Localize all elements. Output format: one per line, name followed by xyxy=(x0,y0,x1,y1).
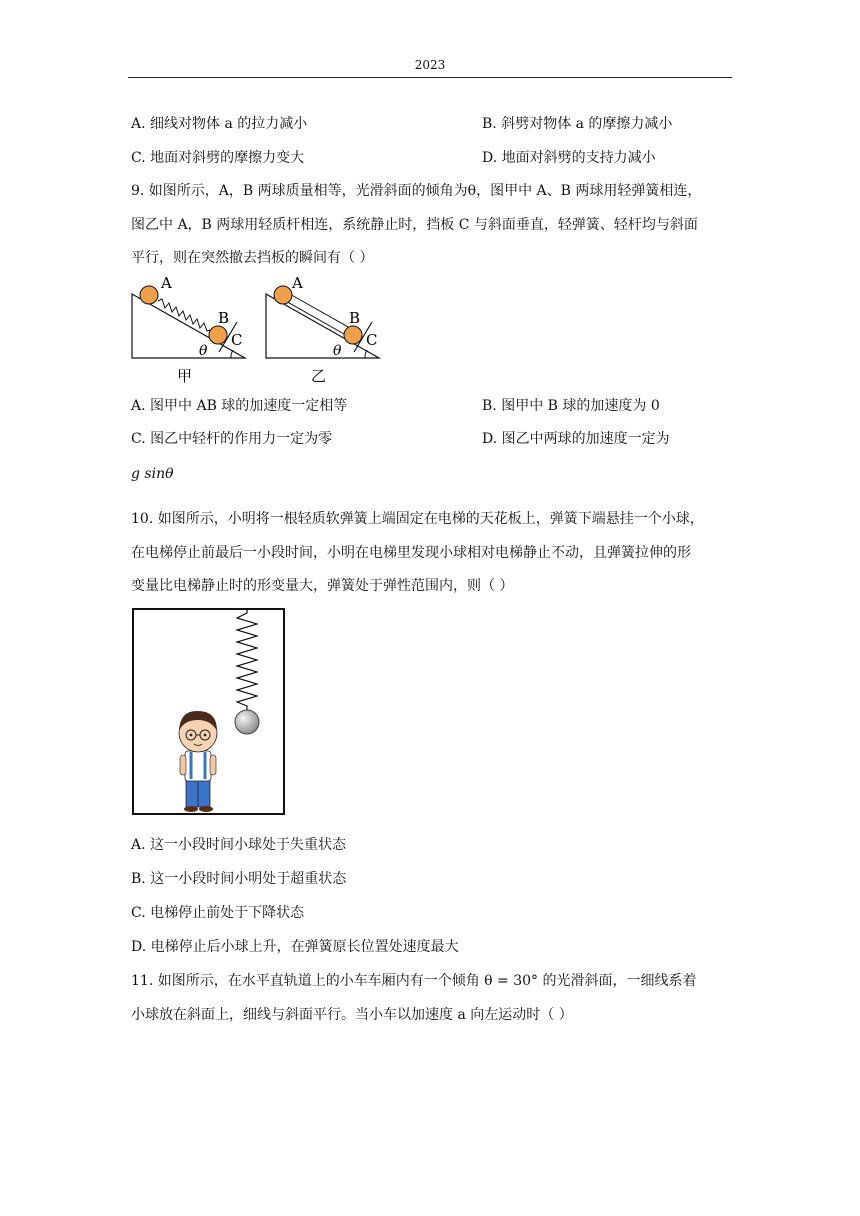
angle-arc-jia xyxy=(231,350,233,358)
ball-b-yi xyxy=(344,326,362,344)
q9-option-d-formula: g sinθ xyxy=(131,466,174,482)
q9-option-b: B. 图甲中 B 球的加速度为 0 xyxy=(482,398,660,414)
q9-stem-line1: 9. 如图所示，A，B 两球质量相等，光滑斜面的倾角为θ，图甲中 A、B 两球用轻弹簧相连， xyxy=(131,183,702,199)
label-c-jia: C xyxy=(231,331,243,349)
theta-jia: θ xyxy=(199,343,208,359)
angle-arc-yi xyxy=(365,350,367,358)
label-a-yi: A xyxy=(292,275,303,292)
q10-stem-line1: 10. 如图所示，小明将一根轻质软弹簧上端固定在电梯的天花板上，弹簧下端悬挂一个小球， xyxy=(131,511,704,527)
q8-option-b: B. 斜劈对物体 a 的摩擦力减小 xyxy=(482,116,673,132)
page-header-year: 2023 xyxy=(414,58,446,72)
boy-shoe-right xyxy=(199,806,213,812)
q9-option-c: C. 图乙中轻杆的作用力一定为零 xyxy=(131,431,333,447)
label-c-yi: C xyxy=(366,331,378,349)
q9-figure xyxy=(125,275,400,387)
caption-jia: 甲 xyxy=(177,367,193,385)
ball-b-jia xyxy=(209,326,227,344)
label-b-yi: B xyxy=(349,309,361,327)
q10-option-b: B. 这一小段时间小明处于超重状态 xyxy=(131,871,347,887)
hanging-ball xyxy=(235,710,259,734)
q10-stem-line3: 变量比电梯静止时的形变量大，弹簧处于弹性范围内，则（ ） xyxy=(131,578,514,594)
q8-option-a: A. 细线对物体 a 的拉力减小 xyxy=(131,116,308,132)
q9-stem-line3: 平行，则在突然撤去挡板的瞬间有（ ） xyxy=(131,250,374,266)
q11-stem-line1: 11. 如图所示，在水平直轨道上的小车车厢内有一个倾角 θ = 30° 的光滑斜面，一细线系着 xyxy=(131,973,697,989)
figure-yi xyxy=(266,275,379,385)
q10-option-c: C. 电梯停止前处于下降状态 xyxy=(131,905,305,921)
q10-elevator-figure xyxy=(131,607,287,817)
label-a-jia: A xyxy=(161,275,172,292)
q9-stem-line2: 图乙中 A，B 两球用轻质杆相连，系统静止时，挡板 C 与斜面垂直，轻弹簧、轻杆均与斜面 xyxy=(131,217,698,233)
q11-stem-line2: 小球放在斜面上，细线与斜面平行。当小车以加速度 a 向左运动时（ ） xyxy=(131,1007,573,1023)
q10-option-a: A. 这一小段时间小球处于失重状态 xyxy=(131,837,347,853)
ball-a-jia xyxy=(140,286,158,304)
q9-option-a: A. 图甲中 AB 球的加速度一定相等 xyxy=(131,398,348,414)
q8-option-c: C. 地面对斜劈的摩擦力变大 xyxy=(131,150,305,166)
q10-stem-line2: 在电梯停止前最后一小段时间，小明在电梯里发现小球相对电梯静止不动，且弹簧拉伸的形 xyxy=(131,545,691,561)
header-divider xyxy=(128,77,732,78)
q9-option-d: D. 图乙中两球的加速度一定为 xyxy=(482,431,670,447)
q8-option-d: D. 地面对斜劈的支持力减小 xyxy=(482,150,656,166)
spring-jia xyxy=(158,299,210,331)
q10-option-d: D. 电梯停止后小球上升，在弹簧原长位置处速度最大 xyxy=(131,939,459,955)
label-b-jia: B xyxy=(218,309,230,327)
theta-yi: θ xyxy=(333,343,342,359)
boy-shoe-left xyxy=(184,806,198,812)
boy-shirt xyxy=(185,751,211,781)
caption-yi: 乙 xyxy=(311,367,327,385)
ball-a-yi xyxy=(274,286,292,304)
figure-jia xyxy=(132,275,245,385)
